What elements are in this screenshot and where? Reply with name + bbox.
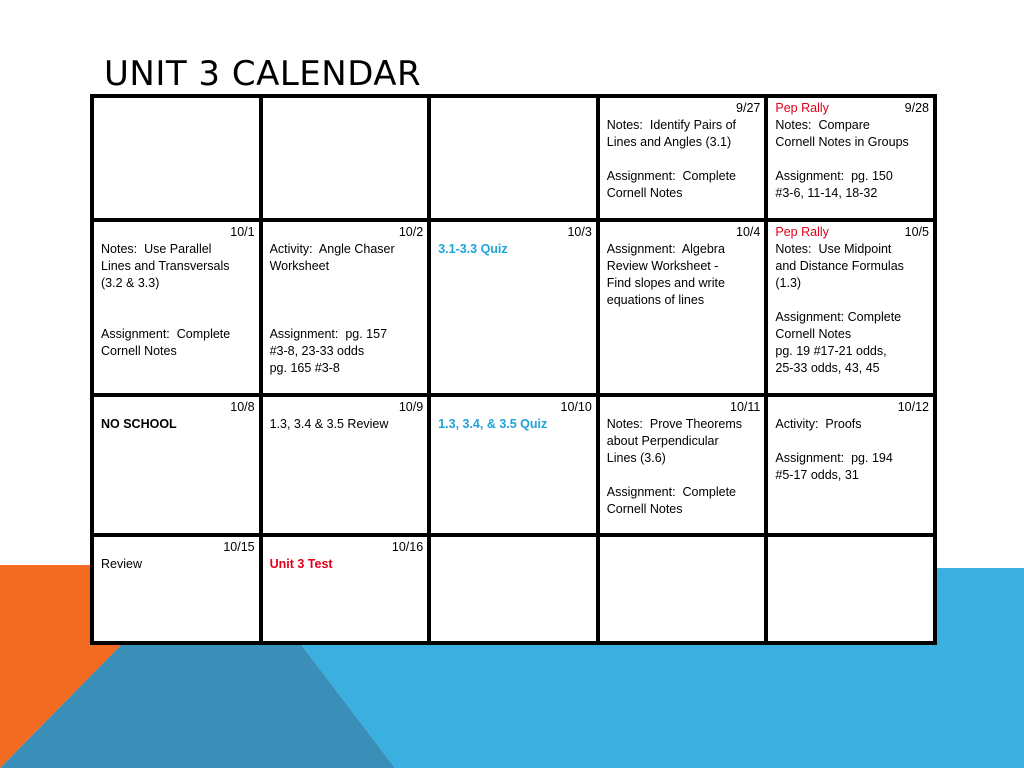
day-entry-text: Find slopes and write bbox=[606, 275, 725, 290]
day-cell-header bbox=[438, 399, 592, 416]
day-cell-header bbox=[607, 399, 761, 416]
day-entry-spacer bbox=[270, 292, 424, 309]
day-cell-header bbox=[270, 399, 424, 416]
day-entry-text: Review bbox=[101, 557, 142, 572]
day-date: 9/27 bbox=[736, 101, 761, 115]
day-entry-text: Assignment: pg. 194 bbox=[775, 451, 893, 466]
calendar-day-cell bbox=[261, 395, 430, 535]
day-date: 10/9 bbox=[398, 400, 424, 415]
day-entry-text: (1.3) bbox=[775, 275, 802, 290]
calendar-table bbox=[90, 94, 937, 645]
day-entry-text: Activity: Angle Chaser bbox=[269, 241, 395, 256]
calendar-empty-cell bbox=[429, 96, 598, 220]
day-entry-text: Cornell Notes bbox=[101, 343, 177, 358]
day-entry-text: Assignment: Complete bbox=[606, 485, 737, 500]
calendar-day-cell bbox=[598, 220, 767, 395]
day-entry-text: Activity: Proofs bbox=[775, 417, 862, 432]
day-entry-text: Cornell Notes bbox=[606, 502, 683, 517]
day-date: 10/3 bbox=[567, 224, 592, 239]
calendar-day-cell bbox=[92, 535, 261, 643]
calendar-empty-cell bbox=[92, 96, 261, 220]
day-entry-text: Assignment: Algebra bbox=[606, 241, 725, 256]
day-cell-header bbox=[101, 399, 255, 416]
calendar-day-cell bbox=[261, 220, 430, 395]
day-entry-text: 25-33 odds, 43, 45 bbox=[775, 360, 880, 375]
day-date: 10/10 bbox=[560, 400, 592, 415]
day-cell-header bbox=[438, 224, 592, 241]
day-date: 10/16 bbox=[391, 540, 424, 555]
day-cell-header bbox=[270, 539, 424, 556]
day-date: 10/4 bbox=[736, 224, 761, 239]
calendar-day-cell bbox=[598, 395, 767, 535]
day-entry-text: #3-6, 11-14, 18-32 bbox=[775, 186, 878, 200]
calendar-body bbox=[92, 96, 935, 643]
day-entry-text: (3.2 & 3.3) bbox=[101, 275, 160, 290]
day-entry-text: about Perpendicular bbox=[606, 434, 719, 449]
calendar-day-cell bbox=[92, 220, 261, 395]
calendar-day-cell bbox=[766, 220, 935, 395]
day-entry-text: pg. 165 #3-8 bbox=[269, 360, 340, 375]
day-date: 10/5 bbox=[904, 224, 929, 239]
day-entry-spacer bbox=[270, 309, 424, 326]
day-entry-text: Notes: Use Midpoint bbox=[775, 241, 892, 256]
day-date: 10/2 bbox=[398, 224, 424, 239]
day-cell-header bbox=[101, 539, 255, 556]
day-entry-text: 3.1-3.3 Quiz bbox=[438, 241, 508, 256]
day-entry-text: Notes: Compare bbox=[775, 118, 870, 132]
day-cell-header bbox=[775, 399, 929, 416]
day-entry-spacer bbox=[270, 275, 424, 292]
day-entry-text: Lines and Angles (3.1) bbox=[606, 135, 732, 149]
calendar-empty-cell bbox=[261, 96, 430, 220]
day-entry-spacer bbox=[101, 309, 255, 326]
day-entry-text: Worksheet bbox=[269, 258, 330, 273]
day-cell-header bbox=[101, 224, 255, 241]
calendar-empty-cell bbox=[429, 535, 598, 643]
day-entry-text: pg. 19 #17-21 odds, bbox=[775, 343, 887, 358]
day-cell-header bbox=[775, 100, 929, 117]
day-cell-header bbox=[775, 224, 929, 241]
day-entry-spacer bbox=[101, 292, 255, 309]
calendar-day-cell bbox=[429, 220, 598, 395]
calendar-day-cell bbox=[766, 395, 935, 535]
day-entry-text: Assignment: Complete bbox=[606, 169, 737, 183]
day-cell-header bbox=[270, 224, 424, 241]
day-entry-text: and Distance Formulas bbox=[775, 258, 904, 273]
day-entry-text: #5-17 odds, 31 bbox=[775, 468, 859, 483]
day-entry-text: Cornell Notes in Groups bbox=[775, 135, 909, 149]
calendar-empty-cell bbox=[598, 535, 767, 643]
calendar-day-cell bbox=[766, 96, 935, 220]
event-tag: Pep Rally bbox=[775, 101, 829, 115]
day-entry-text: Assignment: pg. 150 bbox=[775, 169, 893, 183]
day-entry-spacer bbox=[607, 467, 761, 484]
day-cell-header bbox=[607, 224, 761, 241]
day-entry-text: 1.3, 3.4, & 3.5 Quiz bbox=[438, 417, 548, 432]
day-entry-text: #3-8, 23-33 odds bbox=[269, 343, 365, 358]
event-tag: Pep Rally bbox=[775, 224, 829, 239]
day-date: 10/15 bbox=[223, 540, 255, 555]
day-entry-text: equations of lines bbox=[606, 292, 705, 307]
calendar-day-cell bbox=[598, 96, 767, 220]
day-date: 10/11 bbox=[730, 400, 761, 415]
day-date: 10/12 bbox=[897, 400, 929, 415]
calendar-day-cell bbox=[261, 535, 430, 643]
day-entry-text: Assignment: pg. 157 bbox=[269, 326, 388, 341]
day-entry-text: Assignment: Complete bbox=[101, 326, 231, 341]
day-date: 10/1 bbox=[230, 224, 255, 239]
day-entry-text: Notes: Prove Theorems bbox=[606, 417, 743, 432]
day-entry-spacer bbox=[607, 151, 761, 168]
day-entry-text: Review Worksheet - bbox=[606, 258, 719, 273]
day-entry-spacer bbox=[775, 292, 929, 309]
calendar-empty-cell bbox=[766, 535, 935, 643]
day-entry-text: 1.3, 3.4 & 3.5 Review bbox=[269, 417, 389, 432]
day-entry-text: Lines (3.6) bbox=[606, 451, 666, 466]
day-entry-text: Cornell Notes bbox=[606, 186, 683, 200]
day-entry-spacer bbox=[775, 151, 929, 168]
day-date: 9/28 bbox=[904, 101, 929, 115]
day-entry-spacer bbox=[775, 433, 929, 450]
page-title: UNIT 3 CALENDAR bbox=[104, 54, 422, 94]
calendar-week-row bbox=[92, 96, 935, 220]
day-entry-text: Notes: Use Parallel bbox=[101, 241, 212, 256]
calendar-day-cell bbox=[92, 395, 261, 535]
calendar-week-row bbox=[92, 395, 935, 535]
day-cell-header bbox=[607, 100, 761, 117]
calendar-week-row bbox=[92, 220, 935, 395]
calendar-day-cell bbox=[429, 395, 598, 535]
day-entry-text: Unit 3 Test bbox=[269, 557, 333, 572]
day-entry-text: NO SCHOOL bbox=[101, 417, 177, 432]
day-entry-text: Notes: Identify Pairs of bbox=[606, 118, 737, 132]
day-entry-text: Assignment: Complete bbox=[775, 309, 902, 324]
day-entry-text: Lines and Transversals bbox=[101, 258, 230, 273]
day-entry-text: Cornell Notes bbox=[775, 326, 852, 341]
day-date: 10/8 bbox=[230, 400, 255, 415]
calendar-week-row bbox=[92, 535, 935, 643]
